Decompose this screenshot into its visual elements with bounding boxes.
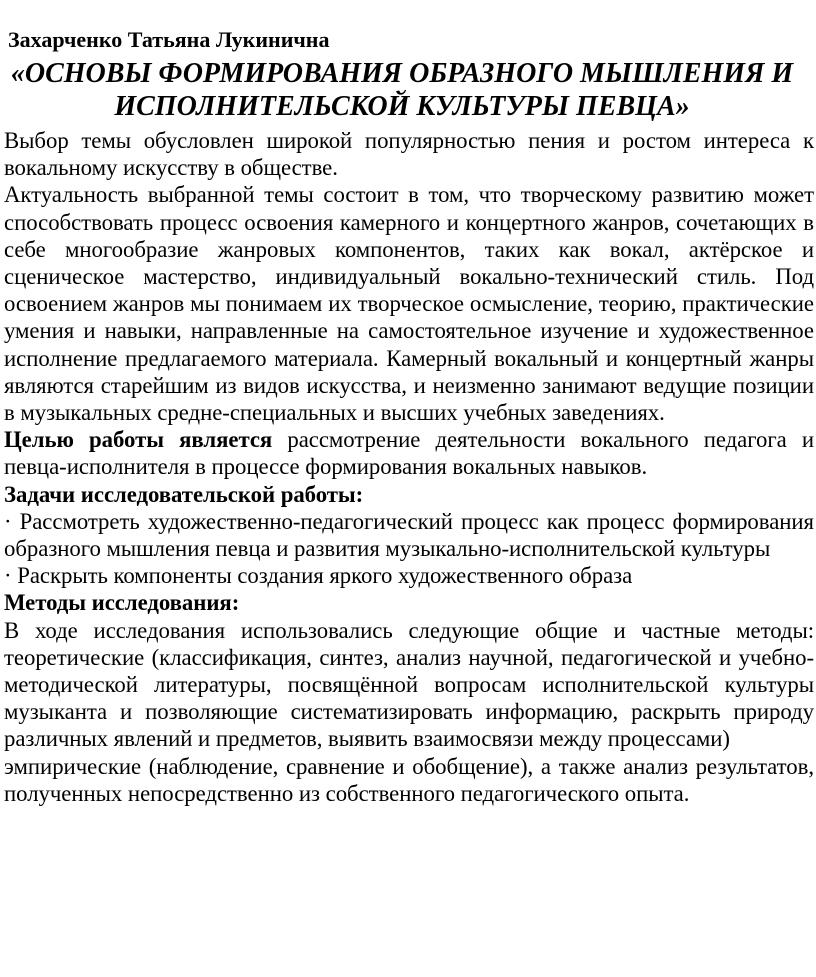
goal-text: рассмотрение деятельности вокального педагога и певца-исполнителя в процессе формирования вокальных навыков. xyxy=(4,427,814,480)
tasks-heading: Задачи исследовательской работы: xyxy=(4,481,364,507)
methods-paragraph: В ходе исследования использовались следующие общие и частные методы: теоретические (классификация, синтез, анализ научной, педагогической и учебно-методической литературы, посвящённой вопросам исполнительской культуры музыканта и позволяющие систематизировать информацию, раскрыть природу различных явлений и предметов, выявить взаимосвязи между процессами) xyxy=(4,617,814,752)
goal-label: Целью работы является xyxy=(4,427,273,453)
document-title: «ОСНОВЫ ФОРМИРОВАНИЯ ОБРАЗНОГО МЫШЛЕНИЯ И ИСПОЛНИТЕЛЬСКОЙ КУЛЬТУРЫ ПЕВЦА» xyxy=(10,58,794,122)
task-item: · Раскрыть компоненты создания яркого художественного образа xyxy=(4,563,633,589)
task-item: · Рассмотреть художественно-педагогический процесс как процесс формирования образного мышления певца и развития музыкально-исполнительской культуры xyxy=(4,508,814,562)
methods-heading: Методы исследования: xyxy=(4,590,240,616)
goal-paragraph xyxy=(4,426,814,480)
intro-paragraph: Выбор темы обусловлен широкой популярностью пения и ростом интереса к вокальному искусству в обществе. xyxy=(4,128,814,181)
author-name: Захарченко Татьяна Лукинична xyxy=(8,27,330,52)
methods-paragraph: эмпирические (наблюдение, сравнение и обобщение), а также анализ результатов, полученных непосредственно из собственного педагогического опыта. xyxy=(4,753,814,806)
relevance-paragraph: Актуальность выбранной темы состоит в том, что творческому развитию может способствовать процесс освоения камерного и концертного жанров, сочетающих в себе многообразие жанровых компонентов, таких как вокал, актёрское и сценическое мастерство, индивидуальный вокально-технический стиль. Под освоением жанров мы понимаем их творческое осмысление, теорию, практические умения и навыки, направленные на самостоятельное изучение и художественное исполнение предлагаемого материала. Камерный вокальный и концертный жанры являются старейшим из видов искусства, и неизменно занимают ведущие позиции в музыкальных средне-специальных и высших учебных заведениях. xyxy=(4,182,814,426)
